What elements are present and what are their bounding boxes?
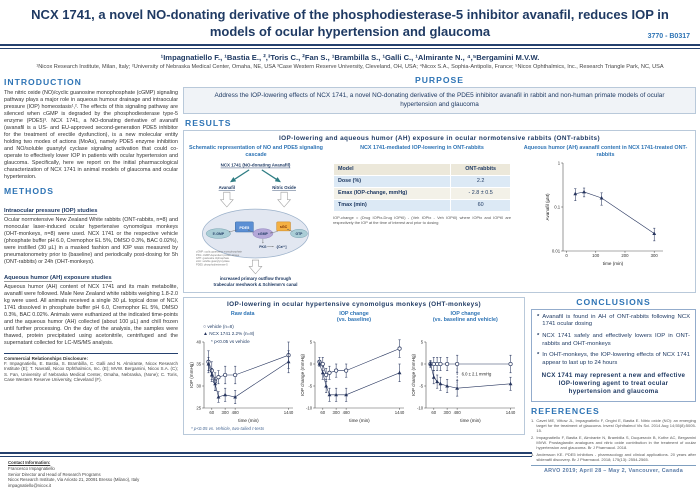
svg-text:-10: -10 bbox=[417, 405, 424, 411]
svg-text:300: 300 bbox=[332, 410, 340, 416]
table-header-model: Model bbox=[334, 163, 451, 175]
svg-text:time (min): time (min) bbox=[602, 260, 623, 266]
svg-text:200: 200 bbox=[620, 252, 629, 258]
chart-title-line2: (vs. baseline) bbox=[336, 317, 372, 324]
schematic-caption-1: increased primary outflow through bbox=[219, 275, 292, 281]
schematic-column-title: Schematic representation of NO and PDE5 signaling cascade bbox=[189, 144, 323, 158]
chart-title-line1: IOP change bbox=[339, 310, 369, 317]
table-row bbox=[334, 175, 511, 187]
row-dose-value: 2.2 bbox=[451, 175, 511, 187]
references-heading: REFERENCES bbox=[531, 405, 600, 416]
row-dose-label: Dose (%) bbox=[334, 175, 451, 187]
ont-rabbits-section-title: IOP-lowering and aqueous humor (AH) exposure in ocular normotensive rabbits (ONT-rabbits) bbox=[278, 134, 601, 142]
oht-monkeys-section-title: IOP-lowering in ocular hypertensive cynomolgus monkeys (OHT-monkeys) bbox=[226, 300, 482, 308]
reference-item bbox=[531, 435, 696, 450]
conclusions-highlight: NCX 1741 may represent a new and effective IOP-lowering agent to treat ocular hypertension and glaucoma bbox=[541, 371, 686, 396]
vehicle-marker-icon: ○ bbox=[203, 323, 207, 330]
down-block-arrow-outflow bbox=[249, 260, 262, 274]
reference-item bbox=[531, 452, 696, 462]
contact-block bbox=[8, 460, 238, 489]
iop-change-baseline-chart-cell bbox=[298, 311, 409, 425]
iop-change-vehicle-chart-cell bbox=[410, 311, 521, 425]
iop-table-footnote: IOP-change = (Drug IOPtx-Drug IOPt0) - (Veh IOPtx - Veh IOPt0) where IOPtx and IOPt0 are respectively the IOP at the time of interest and prior to dosing bbox=[333, 214, 511, 225]
sgc-node-label: sGC bbox=[279, 224, 288, 229]
svg-text:30: 30 bbox=[196, 383, 201, 389]
schematic-caption-2: trabecular meshwork & Schlemm's canal bbox=[213, 281, 298, 287]
abbrev-sgc: sGC: soluble guanylyl cyclase bbox=[196, 259, 230, 263]
introduction-body: The nitric oxide (NO)/cyclic guanosine monophosphate (cGMP) signaling pathway plays a major role in aqueous humour drainage and intraocular pressure (IOP) homeostasis¹,². The effects of this signaling pathway are silenced when cGMP is degraded by the phosphodiesterase type-5 enzyme (PDE5)³. NCX 1741, a NO-donating derivative of avanafil (avanafil is a US- and EU-approved second-generation PDE5 inhibitor for the treatment of erectile dysfunction), is a new molecular entity holding two modes of actions (MoAs), namely PDE5 enzyme inhibition and NO/soluble guanylyl cyclase signaling activation that could co-operate to effectively lower IOP in patients with ocular hypertension and glaucoma. Specifically, here we report on the initial pharmacological characterization of NCX 1741 in animal models of glaucoma and ocular hypertension. bbox=[4, 90, 178, 181]
iop-change-vehicle-chart bbox=[410, 338, 520, 424]
schematic-title: NCX 1741 (NO-donating Avanafil) bbox=[220, 162, 291, 168]
svg-text:time (min): time (min) bbox=[460, 418, 482, 424]
bullet-icon: * bbox=[537, 313, 540, 320]
ah-avanafil-chart bbox=[544, 159, 668, 267]
raw-data-chart-title: Raw data bbox=[230, 310, 255, 317]
right-column bbox=[531, 297, 696, 474]
contact-role: Senior Director and Head of Research Programs bbox=[8, 471, 101, 477]
legend-vehicle-label: vehicle (n=8) bbox=[207, 323, 234, 329]
svg-text:time (min): time (min) bbox=[349, 418, 370, 424]
authors-line: ¹Impagnatiello F., ¹Bastia E., ²,³Toris C., ²Fan S., ¹Brambilla S., ¹Galli C., ¹Almirante N., ⁴,⁵Bergamini M.V.W. bbox=[160, 52, 540, 62]
cgmp-node-label: cGMP bbox=[257, 231, 268, 236]
raw-data-chart bbox=[188, 338, 298, 424]
methods-body-ah: Aqueous humor (AH) content of NCX 1741 and its main metabolite, avanafil were followed. Male New Zealand white rabbits weighing 1.8-2.0 kg were used. All animals received a single 30 µL topical dose of NCX 1741 dissolved in phosphate buffer pH 6.0, Cremophor EL 5%, DMSO 0.3%, BAC 0.02%. Animals were euthanized at the indicated time-points and the aqueous humor (AH) collected (about 100 µL) and chill frozen until further processing. On the day of the analysis, the samples were thawed, protein precipitated using acetonitrile, centrifuged and the supernatant collected for LC-MS/MS analysis. bbox=[4, 284, 178, 347]
conclusion-bullet bbox=[537, 352, 690, 367]
svg-text:100: 100 bbox=[591, 252, 599, 258]
poster-code: 3770 - B0317 bbox=[647, 33, 690, 40]
svg-text:time (min): time (min) bbox=[237, 417, 259, 423]
conclusion-bullet bbox=[537, 314, 690, 329]
table-row bbox=[334, 187, 511, 199]
reference-item bbox=[531, 418, 696, 433]
header-rule bbox=[0, 44, 700, 49]
bottom-row bbox=[183, 297, 696, 474]
abbrev-pde5: PDE5: phosphodiesterase-5 bbox=[196, 263, 228, 267]
header bbox=[0, 0, 700, 71]
legend-ncx bbox=[203, 331, 254, 339]
legend-significance: * p<0.05 vs vehicle bbox=[211, 338, 250, 344]
svg-text:480: 480 bbox=[231, 409, 239, 415]
svg-text:1: 1 bbox=[557, 160, 560, 166]
row-tmax-label: Tmax (min) bbox=[334, 199, 451, 211]
conclusions-box bbox=[531, 309, 696, 402]
left-column bbox=[4, 75, 178, 439]
table-row bbox=[334, 199, 511, 211]
reference-number: 3. bbox=[531, 451, 535, 457]
reference-number: 2. bbox=[531, 434, 535, 440]
references-list bbox=[531, 418, 696, 462]
legend-vehicle bbox=[203, 324, 254, 332]
svg-text:IOP (mmHg): IOP (mmHg) bbox=[188, 361, 194, 388]
svg-text:5: 5 bbox=[309, 339, 313, 345]
purpose-heading: PURPOSE bbox=[414, 75, 465, 86]
svg-text:35: 35 bbox=[196, 361, 201, 367]
ah-chart-title: Aqueous humor (AH) avanafil content in NCX 1741-treated ONT-rabbits bbox=[523, 144, 688, 158]
svg-text:300: 300 bbox=[650, 252, 658, 258]
introduction-heading: INTRODUCTION bbox=[4, 77, 82, 88]
svg-text:6.0 ± 2.1 mmHg: 6.0 ± 2.1 mmHg bbox=[461, 371, 492, 377]
svg-text:300: 300 bbox=[443, 410, 452, 416]
conclusion-text: Avanafil is found in AH of ONT-rabbits following NCX 1741 ocular dosing bbox=[542, 313, 690, 328]
table-header-ont: ONT-rabbits bbox=[451, 163, 511, 175]
gtp-node-label: GTP bbox=[295, 231, 303, 236]
down-block-arrow-left bbox=[220, 192, 233, 207]
chart-title-line1: IOP change bbox=[450, 310, 481, 317]
oht-monkeys-section bbox=[183, 297, 525, 436]
contact-email: impagnatiello@nicox.it bbox=[8, 483, 52, 489]
svg-text:0.01: 0.01 bbox=[551, 248, 560, 254]
bullet-icon: * bbox=[537, 332, 540, 339]
bullet-icon: * bbox=[537, 352, 540, 359]
svg-text:IOP change (mmHg): IOP change (mmHg) bbox=[411, 354, 417, 397]
monkey-charts-row bbox=[187, 311, 521, 425]
iop-change-vehicle-title bbox=[433, 311, 498, 325]
svg-text:-5: -5 bbox=[308, 383, 313, 389]
legend-ncx-label: NCX 1741 2.2% (n=8) bbox=[209, 331, 255, 337]
disclosure-body: F. Impagnatiello, E. Bastia, S. Brambilla, C. Galli and N. Almirante, Nicox Research Institute (E); T. Navratil, Nicox Ophthalmics, Inc. (E); MVW. Bergamini, Nicox S.A. (C); S. Fan, University of Nebraska Medical Center, Omaha, Nebraska, (None); C. Toris, Case Western Reserve University, Cleveland (F). bbox=[4, 360, 178, 383]
svg-text:480: 480 bbox=[342, 410, 350, 416]
affiliations-line: ¹Nicox Research Institute, Milan, Italy; ²University of Nebraska Medical Center, Omaha, NE, USA ³Case Western Reserve University, Cleveland, OH, USA; ⁴Nicox S.A., Sophia-Antipolis, France; ⁵Nicox Ophthalmics, Inc., Research Triangle Park, NC, USA bbox=[36, 63, 664, 70]
svg-text:Avanafil (µM): Avanafil (µM) bbox=[544, 193, 550, 221]
svg-text:-5: -5 bbox=[419, 383, 424, 389]
results-heading: RESULTS bbox=[185, 117, 232, 128]
svg-text:25: 25 bbox=[196, 405, 201, 411]
svg-text:60: 60 bbox=[209, 409, 214, 415]
svg-text:0: 0 bbox=[309, 361, 313, 367]
conference-footer: ARVO 2019; April 28 – May 2, Vancouver, Canada bbox=[531, 465, 696, 474]
avanafil-branch-label: Avanafil bbox=[218, 184, 235, 190]
ont-rabbits-row bbox=[188, 145, 691, 289]
iop-change-baseline-title bbox=[337, 311, 371, 325]
main-content bbox=[0, 71, 700, 474]
abbrev-cgmp: cGMP: cyclic guanosine monophosphate bbox=[196, 250, 242, 254]
svg-text:1440: 1440 bbox=[394, 410, 405, 416]
svg-text:0: 0 bbox=[564, 252, 568, 258]
page-title: NCX 1741, a novel NO-donating derivative of the phosphodiesterase-5 inhibitor avanafil, reduces IOP in models of ocular hypertension and glaucoma bbox=[31, 7, 669, 39]
disclosure-block bbox=[4, 353, 178, 384]
methods-subhead-iop: Intraocular pressure (IOP) studies bbox=[4, 208, 98, 215]
conclusions-heading: CONCLUSIONS bbox=[576, 296, 651, 307]
svg-text:60: 60 bbox=[320, 410, 326, 416]
svg-text:-10: -10 bbox=[305, 405, 313, 411]
schematic-cell bbox=[188, 145, 324, 289]
chart-title-line2: (vs. baseline and vehicle) bbox=[432, 317, 498, 324]
disclosure-heading: Commercial Relationships Disclosure: bbox=[4, 355, 88, 361]
contact-address: Nicox Research Institute, Via Ariosto 21, 20091 Bresso (Milano), Italy bbox=[8, 477, 140, 483]
svg-text:0.1: 0.1 bbox=[553, 204, 560, 210]
methods-heading: METHODS bbox=[4, 186, 54, 197]
svg-text:IOP change (mmHg): IOP change (mmHg) bbox=[299, 354, 305, 397]
methods-subhead-ah: Aqueous humor (AH) exposure studies bbox=[4, 275, 112, 282]
significance-footnote: * p<0.05 vs. Vehicle, two-tailed t-tests bbox=[191, 426, 265, 432]
conclusion-bullet bbox=[537, 333, 690, 348]
nitric-oxide-branch-label: Nitric Oxide bbox=[272, 184, 297, 190]
abbrev-gtp: GTP: guanosine triphosphate bbox=[196, 256, 229, 260]
no-pde5-signaling-schematic bbox=[195, 159, 317, 289]
ont-rabbits-section bbox=[183, 130, 696, 293]
svg-text:5: 5 bbox=[421, 339, 424, 345]
iop-table-title: NCX 1741-mediated IOP-lowering in ONT-rabbits bbox=[360, 144, 484, 151]
reference-text: Cavet ME, Vittow JL, Impagnatiello F, Ongini E, Bastia E. Nitric oxide (NO): an emerging target for the treatment of glaucoma. Invest Ophthalmol Vis Sci. 2014 Aug 14;55(8):5005-15. bbox=[536, 417, 696, 433]
center-right-area bbox=[183, 75, 696, 474]
abbrev-pkg: PKG: cGMP-dependent protein kinase bbox=[196, 253, 240, 257]
pde5-node-label: PDE5 bbox=[239, 225, 250, 230]
row-emax-label: Emax (IOP-change, mmHg) bbox=[334, 187, 451, 199]
svg-text:40: 40 bbox=[196, 339, 201, 345]
iop-table-cell bbox=[328, 145, 516, 225]
chart-legend bbox=[203, 324, 254, 346]
svg-text:480: 480 bbox=[453, 410, 462, 416]
raw-data-chart-cell bbox=[187, 311, 298, 425]
iop-change-baseline-chart bbox=[299, 338, 409, 424]
svg-text:1440: 1440 bbox=[506, 410, 516, 416]
reference-text: Andersson KE. PDE5 inhibitors - pharmacology and clinical applications. 20 years after sildenafil discovery. Br J Pharmacol. 2018; 175(13): 2554-2565. bbox=[536, 451, 696, 462]
bottom-rule bbox=[0, 452, 532, 457]
ont-rabbits-table bbox=[333, 163, 511, 212]
row-emax-value: - 2.8 ± 0.5 bbox=[451, 187, 511, 199]
svg-text:1440: 1440 bbox=[283, 409, 293, 415]
row-tmax-value: 60 bbox=[451, 199, 511, 211]
conclusion-text: In OHT-monkeys, the IOP-lowering effects of NCX 1741 appear to last up to 24 hours bbox=[542, 352, 690, 366]
svg-text:300: 300 bbox=[221, 409, 229, 415]
methods-body-iop: Ocular normotensive New Zealand White rabbits (ONT-rabbits, n=8) and monocular laser-induced ocular hypertensive cynomolgus monkeys (OHT-monkeys, n=8) were used. NCX 1741 or the respective vehicle (phosphate buffer pH 6.0, Cremophor EL 5%, DMSO 0.3%, BAC 0.02%), were instilled (30 µL) in a masked fashion and IOP was measured by pneumatonometry prior to (baseline) and periodically post-dosing for 5h (ONT-rabbits) or 24h (OHT-monkeys). bbox=[4, 217, 178, 266]
svg-text:0: 0 bbox=[421, 361, 424, 367]
reference-number: 1. bbox=[531, 417, 535, 423]
gmp-node-label: 5'-GMP bbox=[212, 231, 225, 236]
contact-name: Francesco Impagnatiello bbox=[8, 465, 55, 471]
conclusion-text: NCX 1741 safely and effectively lowers IOP in ONT-rabbits and OHT-monkeys bbox=[542, 332, 690, 347]
purpose-box: Address the IOP-lowering effects of NCX 1741, a novel NO-donating derivative of the PDE5 inhibitor avanafil in rabbit and non-human primate models of ocular hypertension and glaucoma bbox=[183, 87, 696, 114]
ncx-marker-icon: ▲ bbox=[203, 331, 208, 338]
contact-heading: Contact Information: bbox=[8, 460, 51, 465]
pkg-label: PKG bbox=[259, 244, 267, 249]
svg-text:60: 60 bbox=[431, 410, 437, 416]
calcium-label: ↓[Ca²⁺] bbox=[275, 244, 287, 249]
reference-text: Impagnatiello F, Bastia E, Almirante N, Brambilla S, Duquesroix B, Kothe AC, Bergamini MVW. Prostaglandin analogues and nitric oxide contribution in the treatment of ocular hypertension and glaucoma. Br J Pharmacol. 2018. bbox=[536, 434, 696, 450]
ah-chart-cell bbox=[520, 145, 691, 267]
down-block-arrow-right bbox=[278, 192, 291, 207]
